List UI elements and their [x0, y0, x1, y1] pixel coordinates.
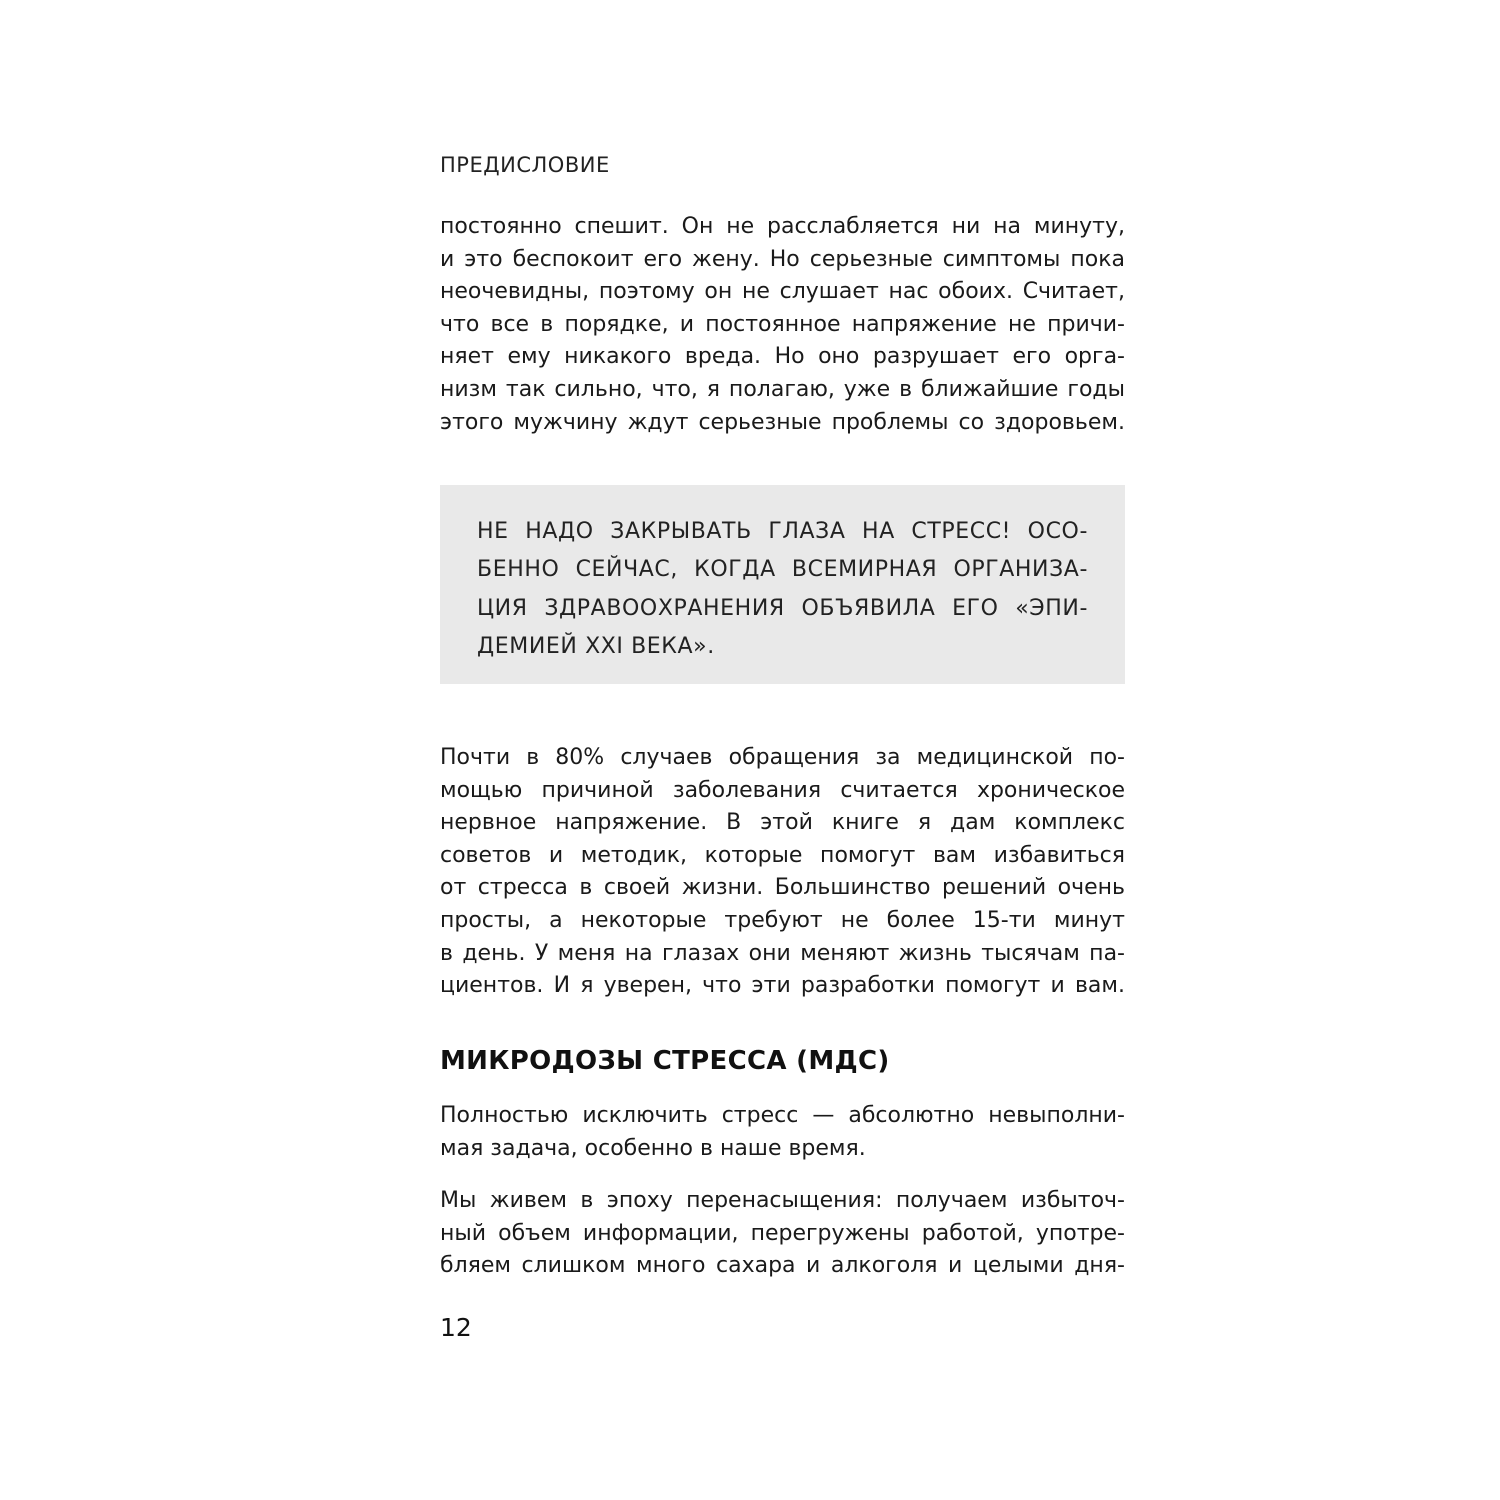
page-number: 12: [440, 1313, 472, 1342]
text-line: неочевидны, поэтому он не слушает нас обоих. Считает,: [440, 279, 1125, 305]
text-line: что все в порядке, и постоянное напряжение не причи-: [440, 311, 1125, 337]
callout-line: ДЕМИЕЙ XXI ВЕКА».: [477, 634, 715, 660]
text-line: циентов. И я уверен, что эти разработки помогут и вам.: [440, 973, 1125, 999]
paragraph-section-intro: [440, 1100, 1125, 1165]
text-line: бляем слишком много сахара и алкоголя и целыми дня-: [440, 1253, 1125, 1279]
callout-box: [440, 485, 1125, 684]
text-line: мая задача, особенно в наше время.: [440, 1135, 866, 1161]
text-line: Почти в 80% случаев обращения за медицинской по-: [440, 745, 1125, 770]
text-line: мощью причиной заболевания считается хроническое: [440, 777, 1125, 803]
text-line: Полностью исключить стресс — абсолютно невыполни-: [440, 1103, 1125, 1128]
callout-text: [477, 513, 1088, 667]
text-line: низм так сильно, что, я полагаю, уже в ближайшие годы: [440, 376, 1125, 402]
text-line: просты, а некоторые требуют не более 15-ти минут: [440, 907, 1125, 933]
callout-line: НЕ НАДО ЗАКРЫВАТЬ ГЛАЗА НА СТРЕСС! ОСО-: [477, 519, 1088, 544]
text-line: советов и методик, которые помогут вам избавиться: [440, 842, 1125, 868]
text-line: няет ему никакого вреда. Но оно разрушает его орга-: [440, 344, 1125, 370]
text-line: этого мужчину ждут серьезные проблемы со здоровьем.: [440, 409, 1125, 435]
text-line: ный объем информации, перегружены работой, употре-: [440, 1220, 1125, 1246]
text-line: и это беспокоит его жену. Но серьезные симптомы пока: [440, 246, 1125, 272]
text-line: Мы живем в эпоху перенасыщения: получаем избыточ-: [440, 1188, 1125, 1213]
callout-line: ЦИЯ ЗДРАВООХРАНЕНИЯ ОБЪЯВИЛА ЕГО «ЭПИ-: [477, 595, 1088, 621]
paragraph-oversaturation: [440, 1185, 1125, 1283]
paragraph-intro-continuation: [440, 211, 1125, 439]
running-header: ПРЕДИСЛОВИЕ: [440, 153, 610, 177]
text-line: в день. У меня на глазах они меняют жизнь тысячам па-: [440, 940, 1125, 966]
callout-line: БЕННО СЕЙЧАС, КОГДА ВСЕМИРНАЯ ОРГАНИЗА-: [477, 557, 1088, 583]
text-line: постоянно спешит. Он не расслабляется ни на минуту,: [440, 214, 1125, 239]
paragraph-statistics: [440, 742, 1125, 1003]
text-line: нервное напряжение. В этой книге я дам комплекс: [440, 810, 1125, 836]
section-heading: МИКРОДОЗЫ СТРЕССА (МДС): [440, 1046, 890, 1076]
text-line: от стресса в своей жизни. Большинство решений очень: [440, 875, 1125, 901]
